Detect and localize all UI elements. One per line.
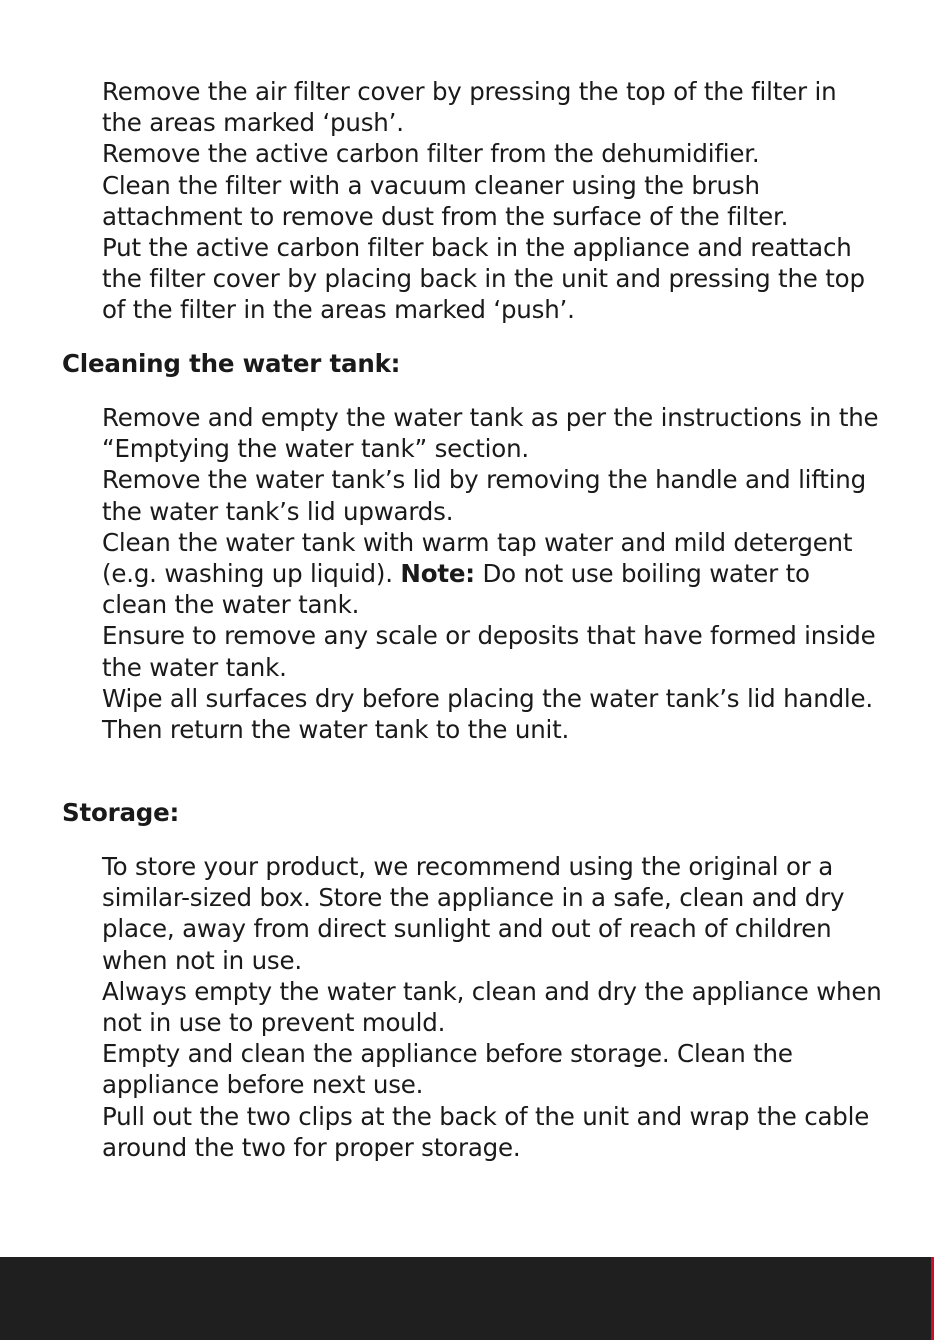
- storage-step-1: To store your product, we recommend using the original or a similar-sized box. Store the appliance in a safe, clean and dry place, away from direct sunlight and out of reach of children when not in use.: [102, 852, 845, 975]
- filter-cleaning-steps: [102, 76, 882, 326]
- water-tank-step-5: Wipe all surfaces dry before placing the water tank’s lid handle.: [102, 683, 873, 713]
- filter-step-2: Remove the active carbon filter from the dehumidifier.: [102, 139, 760, 169]
- storage-step-2: Always empty the water tank, clean and dry the appliance when not in use to prevent mould.: [102, 976, 882, 1038]
- footer-bar: [0, 1257, 934, 1340]
- storage-steps: [102, 851, 882, 1163]
- water-tank-step-6: Then return the water tank to the unit.: [102, 715, 570, 745]
- water-tank-step-3: [102, 527, 882, 621]
- filter-step-3: Clean the filter with a vacuum cleaner using the brush attachment to remove dust from the surface of the filter.: [102, 170, 789, 231]
- water-tank-heading: Cleaning the water tank:: [62, 349, 401, 378]
- water-tank-step-4: Ensure to remove any scale or deposits that have formed inside the water tank.: [102, 621, 876, 682]
- water-tank-step-1: Remove and empty the water tank as per the instructions in the “Emptying the water tank” section.: [102, 403, 879, 464]
- storage-step-4: Pull out the two clips at the back of the unit and wrap the cable around the two for proper storage.: [102, 1101, 870, 1162]
- storage-heading: Storage:: [62, 798, 180, 827]
- water-tank-step-2: Remove the water tank’s lid by removing the handle and lifting the water tank’s lid upwards.: [102, 465, 866, 526]
- water-tank-step-3-text: Clean the water tank with warm tap water and mild detergent (e.g. washing up liquid).: [102, 527, 853, 589]
- storage-step-3: Empty and clean the appliance before storage. Clean the appliance before next use.: [102, 1039, 793, 1100]
- water-tank-step-3-note-text: Do not use boiling water to clean the water tank.: [102, 559, 810, 620]
- filter-step-1: Remove the air filter cover by pressing the top of the filter in the areas marked ‘push’.: [102, 77, 837, 138]
- note-label: Note:: [400, 559, 475, 589]
- filter-step-4: Put the active carbon filter back in the appliance and reattach the filter cover by placing back in the unit and pressing the top of the filter in the areas marked ‘push’.: [102, 233, 865, 325]
- water-tank-steps: [102, 402, 882, 745]
